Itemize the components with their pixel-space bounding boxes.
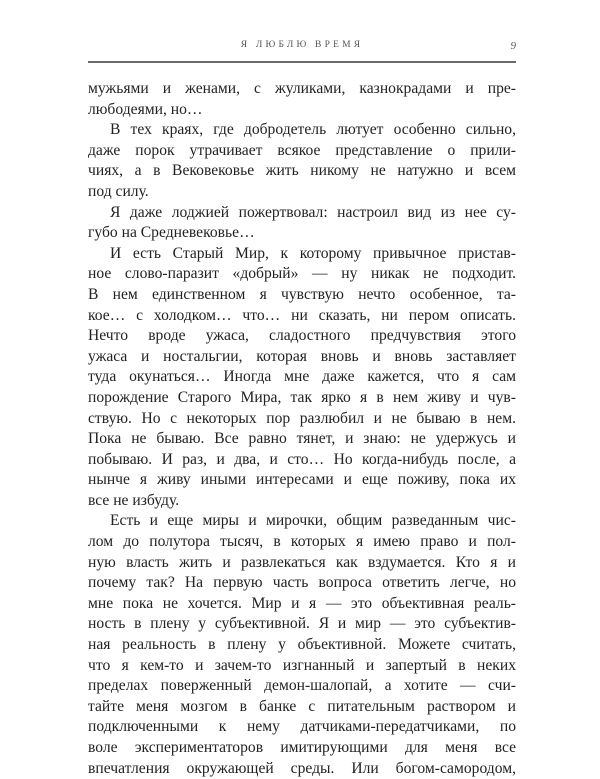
page-number: 9 xyxy=(510,40,516,52)
text-line: ная реальность в плену у объективной. Можете считать, xyxy=(88,636,516,654)
text-line: впечатления окружающей среды. Или богом-самородом, xyxy=(88,759,516,777)
text-line: любодеями, но… xyxy=(88,100,203,118)
text-line: кое… с холодком… что… ни сказать, ни пером описать. xyxy=(88,306,516,324)
page-header xyxy=(88,40,516,58)
text-line: даже порок утрачивает всякое представление о прили- xyxy=(88,141,516,159)
text-line: Есть и еще миры и мирочки, общим разведанным чис- xyxy=(110,512,516,530)
text-line: подключенными к нему датчиками-передатчиками, по xyxy=(88,718,516,736)
text-line: чиях, а в Вековековье жить никому не натужно и всем xyxy=(88,162,516,180)
text-line: Пока не бываю. Все равно тянет, и знаю: не удержусь и xyxy=(88,430,516,448)
text-line: все не избуду. xyxy=(88,491,180,509)
text-line: губо на Средневековье… xyxy=(88,224,255,242)
text-line: порождение Старого Мира, так ярко я в нем живу и чув- xyxy=(88,388,516,406)
text-line: тайте меня мозгом в банке с питательным раствором и xyxy=(88,697,516,715)
text-line: туда окунаться… Иногда мне даже кажется, что я сам xyxy=(88,368,516,386)
text-line: ствую. Но с некоторых пор разлюбил и не бываю в нем. xyxy=(88,409,516,427)
text-line: Нечто вроде ужаса, сладостного предчувствия этого xyxy=(88,327,516,345)
text-line: лом до полутора тысяч, в которых я имею право и пол- xyxy=(88,533,516,551)
text-line: мужьями и женами, с жуликами, казнокрадами и пре- xyxy=(88,80,516,97)
text-line: под силу. xyxy=(88,182,149,200)
running-title: Я ЛЮБЛЮ ВРЕМЯ xyxy=(240,40,364,50)
text-line: ную власть жить и развлекаться как вздумается. Кто я и xyxy=(88,553,516,571)
text-line: пределах поверженный демон-шалопай, а хотите — счи- xyxy=(88,677,516,695)
text-line: почему так? На первую часть вопроса ответить легче, но xyxy=(88,574,516,592)
text-line: побываю. И раз, и два, и сто… Но когда-нибудь после, а xyxy=(88,450,516,468)
text-line: воле экспериментаторов имитирующими для меня все xyxy=(88,739,516,756)
header-rule xyxy=(88,61,516,63)
text-line: ное слово-паразит «добрый» — ну никак не подходит. xyxy=(88,265,516,283)
text-line: ужаса и ностальгии, которая вновь и вновь заставляет xyxy=(88,347,516,365)
text-line: В тех краях, где добродетель лютует особенно сильно, xyxy=(110,121,516,139)
text-line: И есть Старый Мир, к которому привычное пристав- xyxy=(110,244,516,262)
text-line: что я кем-то и зачем-то изгнанный и запертый в неких xyxy=(88,656,516,674)
text-line: нынче я живу иными интересами и еще поживу, пока их xyxy=(88,471,516,489)
text-line: В нем единственном я чувствую нечто особенное, та- xyxy=(88,285,516,303)
body-text xyxy=(88,79,516,779)
text-line: Я даже лоджией пожертвовал: настроил вид из нее су- xyxy=(110,203,516,221)
text-line: ность в плену у субъективной. Я и мир — это субъектив- xyxy=(88,615,516,633)
text-line: мне пока не хочется. Мир и я — это объективная реаль- xyxy=(88,594,516,612)
